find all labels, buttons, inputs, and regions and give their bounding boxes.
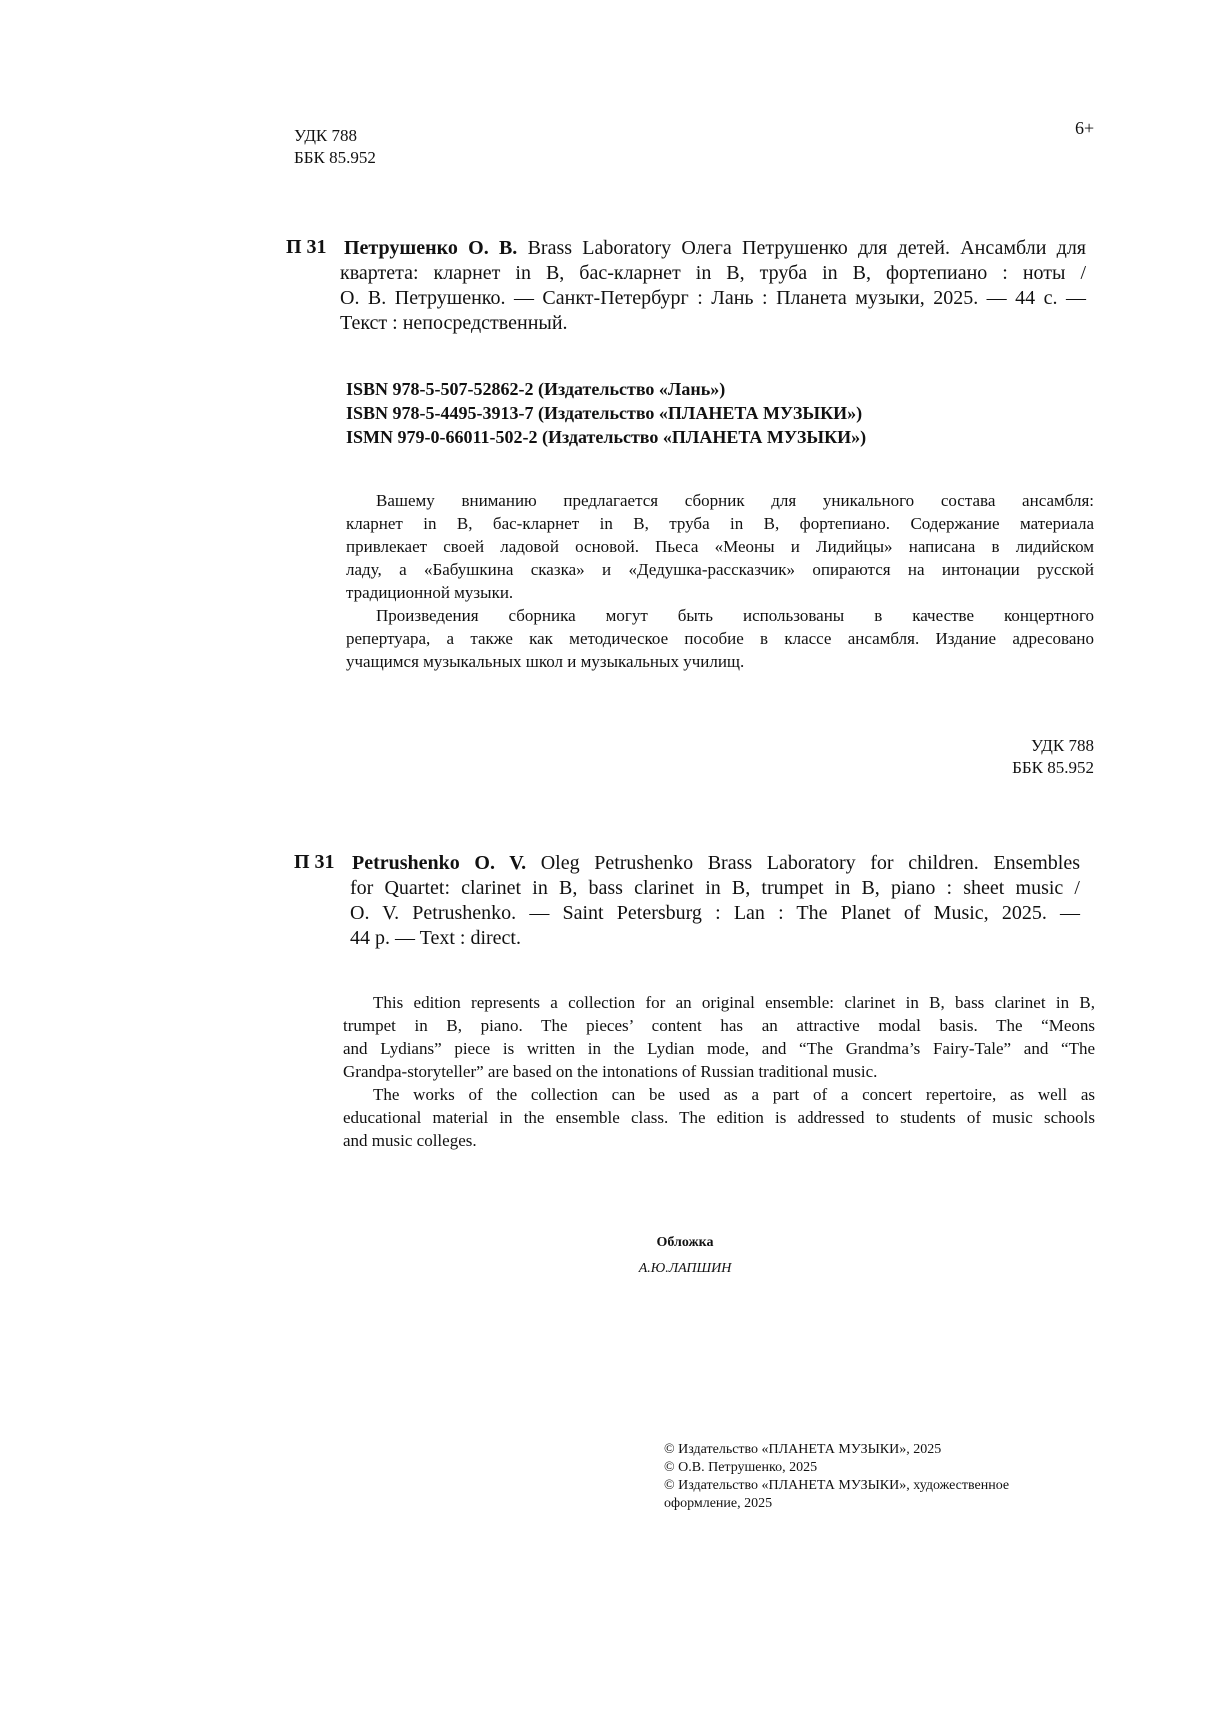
en-bibliographic-record bbox=[352, 851, 1080, 951]
en-author-code: П 31 bbox=[294, 851, 335, 873]
isbn-lan: ISBN 978-5-507-52862-2 (Издательство «Лань») bbox=[346, 379, 726, 399]
udk-code: УДК 788 bbox=[294, 126, 358, 145]
en-biblio-line-2: for Quartet: clarinet in B, bass clarinet in B, trumpet in B, piano : sheet music / bbox=[350, 877, 1080, 899]
en-abstract-paragraph-2: The works of the collection can be used as a part of a concert repertoire, as well as educational material in the ensemble class. The edition is addressed to students of music schools and music colleges. bbox=[343, 1085, 1095, 1150]
en-author-name: Petrushenko O. V. bbox=[352, 852, 527, 874]
copyright-block bbox=[664, 1441, 1094, 1513]
udk-code: УДК 788 bbox=[1030, 736, 1094, 755]
ru-biblio-line-4: Текст : непосредственный. bbox=[340, 312, 568, 334]
classification-bottom bbox=[990, 735, 1094, 779]
bbk-code: ББК 85.952 bbox=[294, 148, 376, 167]
cover-designer-name: А.Ю.ЛАПШИН bbox=[638, 1261, 732, 1276]
copyright-line: © О.В. Петрушенко, 2025 bbox=[664, 1460, 818, 1475]
ru-author-code: П 31 bbox=[286, 236, 327, 258]
ismn-planeta: ISMN 979-0-66011-502-2 (Издательство «ПЛАНЕТА МУЗЫКИ») bbox=[346, 427, 867, 447]
en-biblio-line-1: Petrushenko O. V. Oleg Petrushenko Brass Laboratory for children. Ensembles bbox=[352, 852, 1081, 874]
ru-abstract-paragraph-2: Произведения сборника могут быть использованы в качестве концертного репертуара, а также как методическое пособие в классе ансамбля. Издание адресовано учащимся музыкальных школ и музыкальных училищ. bbox=[346, 606, 1094, 671]
cover-credit-label: Обложка bbox=[656, 1235, 714, 1250]
isbn-planeta: ISBN 978-5-4495-3913-7 (Издательство «ПЛАНЕТА МУЗЫКИ») bbox=[346, 403, 863, 423]
ru-biblio-line-2: квартета: кларнет in B, бас-кларнет in B, труба in B, фортепиано : ноты / bbox=[340, 262, 1086, 284]
copyright-line: оформление, 2025 bbox=[664, 1496, 773, 1511]
classification-top bbox=[294, 125, 376, 169]
en-abstract-paragraph-1: This edition represents a collection for an original ensemble: clarinet in B, bass clarinet in B, trumpet in B, piano. The pieces’ content has an attractive modal basis. The “Meons and Lydians” piece is written in the Lydian mode, and “The Grandma’s Fairy-Tale” and “The Grandpa-storyteller” are based on the intonations of Russian traditional music. bbox=[343, 993, 1095, 1081]
bbk-code: ББК 85.952 bbox=[1012, 758, 1094, 777]
ru-bibliographic-record bbox=[340, 236, 1087, 336]
copyright-line: © Издательство «ПЛАНЕТА МУЗЫКИ», художественное bbox=[664, 1478, 1010, 1493]
copyright-line: © Издательство «ПЛАНЕТА МУЗЫКИ», 2025 bbox=[664, 1442, 942, 1457]
ru-author-name: Петрушенко О. В. bbox=[344, 237, 518, 259]
ru-biblio-line-1: Петрушенко О. В. Brass Laboratory Олега Петрушенко для детей. Ансамбли для bbox=[344, 237, 1087, 259]
ru-abstract bbox=[346, 489, 1094, 673]
en-biblio-line-4: 44 p. — Text : direct. bbox=[350, 927, 521, 949]
isbn-list bbox=[346, 377, 866, 449]
ru-abstract-paragraph-1: Вашему вниманию предлагается сборник для уникального состава ансамбля: кларнет in B, бас-кларнет in B, труба in B, фортепиано. Содержание материала привлекает своей ладовой основой. Пьеса «Меоны и Лидийцы» написана в лидийском ладу, а «Бабушкина сказка» и «Дедушка-рассказчик» опираются на интонации русской традиционной музыки. bbox=[346, 491, 1094, 602]
en-abstract bbox=[343, 991, 1095, 1152]
en-biblio-line-3: O. V. Petrushenko. — Saint Petersburg : Lan : The Planet of Music, 2025. — bbox=[350, 902, 1080, 924]
ru-biblio-line-3: О. В. Петрушенко. — Санкт-Петербург : Лань : Планета музыки, 2025. — 44 с. — bbox=[340, 287, 1086, 309]
age-rating: 6+ bbox=[1075, 118, 1095, 138]
